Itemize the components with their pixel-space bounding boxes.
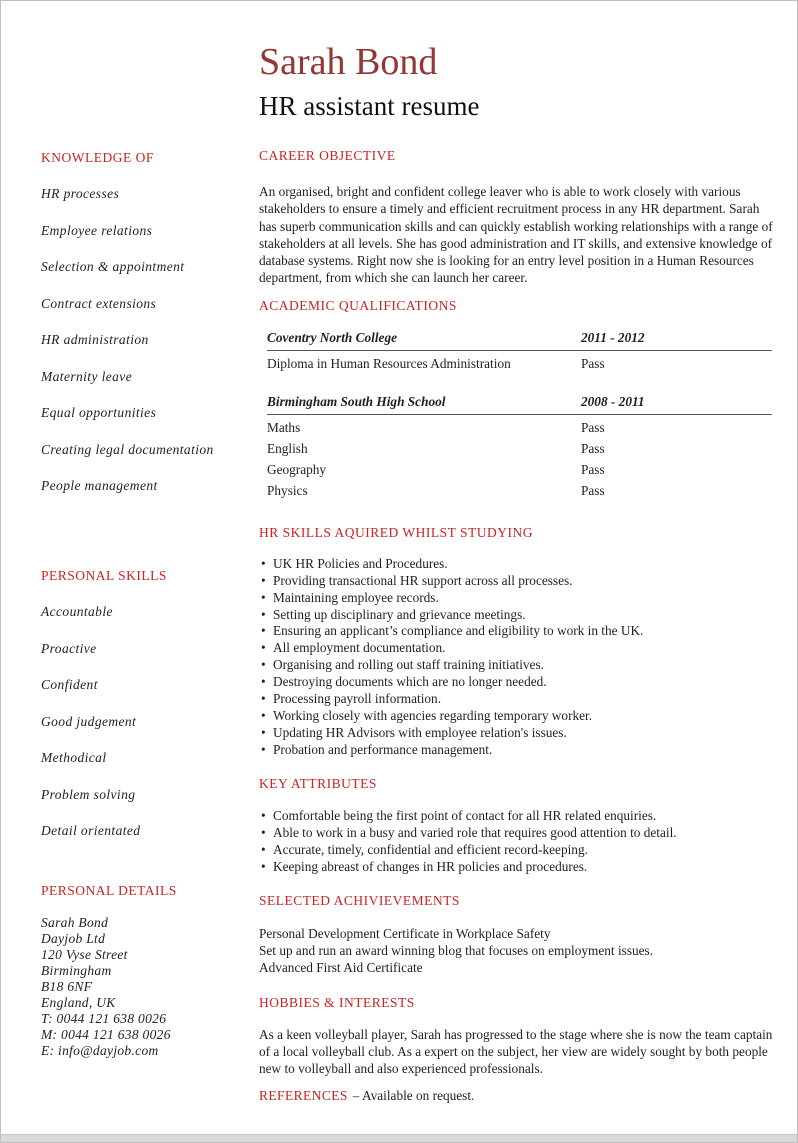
list-item: • Destroying documents which are no longer needed. (261, 674, 775, 691)
list-item: • Keeping abreast of changes in HR policies and procedures. (261, 858, 775, 875)
role-subtitle: HR assistant resume (259, 90, 480, 121)
knowledge-item: Employee relations (41, 222, 153, 238)
detail-line-company: Dayjob Ltd (41, 931, 106, 946)
detail-line-email: E: info@dayjob.com (41, 1043, 159, 1058)
skill-item: Accountable (41, 604, 113, 619)
achievement-line: Set up and run an award winning blog that focuses on employment issues. (259, 943, 654, 959)
detail-line-country: England, UK (41, 995, 116, 1010)
grade-cell: Pass (581, 482, 605, 498)
name-title: Sarah Bond (259, 41, 438, 83)
subject-cell: Maths (267, 419, 301, 435)
achievements-lines (259, 925, 775, 977)
skill-item: Good judgement (41, 713, 137, 729)
key-attributes-heading: KEY ATTRIBUTES (259, 775, 377, 791)
achievement-line: Advanced First Aid Certificate (259, 960, 423, 976)
school-dates: 2008 - 2011 (581, 393, 645, 409)
subject-cell: Physics (267, 482, 308, 498)
main-column (259, 147, 775, 1104)
key-attributes-list (261, 807, 775, 875)
knowledge-item: Equal opportunities (41, 405, 157, 420)
personal-details-heading: PERSONAL DETAILS (41, 883, 177, 898)
table-row (267, 436, 772, 457)
personal-skills-section (41, 567, 247, 839)
academic-qualifications-heading: ACADEMIC QUALIFICATIONS (259, 297, 457, 313)
list-item: • Updating HR Advisors with employee relation's issues. (261, 725, 775, 742)
grade-cell: Pass (581, 440, 605, 456)
detail-line-postcode: B18 6NF (41, 979, 93, 994)
footer-bar (1, 1134, 797, 1142)
school-name: Coventry North College (267, 329, 398, 345)
list-item: • UK HR Policies and Procedures. (261, 556, 775, 573)
skill-item: Confident (41, 677, 98, 692)
grade-cell: Pass (581, 419, 605, 435)
detail-line-city: Birmingham (41, 963, 112, 978)
list-item: • Probation and performance management. (261, 742, 775, 759)
list-item: • Comfortable being the first point of contact for all HR related enquiries. (261, 807, 775, 824)
detail-line-mobile: M: 0044 121 638 0026 (41, 1027, 171, 1042)
achievement-line: Personal Development Certificate in Workplace Safety (259, 926, 551, 942)
skill-item: Proactive (41, 640, 97, 656)
grade-cell: Pass (581, 355, 605, 371)
table-header-row (267, 329, 772, 351)
career-objective-text: An organised, bright and confident college leaver who is able to work closely with various stakeholders to ensure a timely and efficient recruitment process in any HR department. Sarah has superb communication skills and can quickly establish working relationships with a range of stakeholders at all levels. She has good administration and IT skills, and extensive knowledge of database systems. Right now she is looking for an entry level position in a Human Resources department, from which she can launch her career. (259, 184, 773, 286)
knowledge-heading: KNOWLEDGE OF (41, 150, 154, 165)
school-name: Birmingham South High School (267, 393, 446, 409)
list-item: • Maintaining employee records. (261, 590, 775, 607)
table-row (267, 457, 772, 478)
list-item: • Ensuring an applicant’s compliance and eligibility to work in the UK. (261, 623, 775, 640)
table-row (267, 415, 772, 436)
hobbies-heading: HOBBIES & INTERESTS (259, 994, 415, 1010)
skill-item: Methodical (41, 750, 107, 765)
list-item: • Processing payroll information. (261, 691, 775, 708)
knowledge-item: Creating legal documentation (41, 441, 214, 457)
knowledge-item: Maternity leave (41, 368, 133, 384)
sidebar (41, 149, 247, 1059)
list-item: • Accurate, timely, confidential and efficient record-keeping. (261, 841, 775, 858)
knowledge-item: HR administration (41, 332, 149, 347)
subject-cell: Geography (267, 461, 327, 477)
personal-skills-heading: PERSONAL SKILLS (41, 568, 167, 583)
references-text: – Available on request. (352, 1087, 475, 1103)
knowledge-item: Selection & appointment (41, 259, 185, 274)
personal-details-section (41, 882, 247, 1059)
list-item: • Able to work in a busy and varied role that requires good attention to detail. (261, 824, 775, 841)
qualification-table-school (267, 393, 772, 499)
knowledge-item: Contract extensions (41, 295, 157, 311)
table-row (267, 478, 772, 499)
subject-cell: English (267, 440, 308, 456)
table-header-row (267, 393, 772, 415)
school-dates: 2011 - 2012 (581, 329, 645, 345)
subject-cell: Diploma in Human Resources Administration (267, 355, 511, 371)
qualification-table-college (267, 329, 772, 372)
list-item: • Organising and rolling out staff training initiatives. (261, 657, 775, 674)
hobbies-text: As a keen volleyball player, Sarah has progressed to the stage where she is now the team captain of a local volleyball club. As a expert on the subject, her view are widely sought by both people new to volleyball and also experienced professionals. (259, 1026, 773, 1077)
list-item: • Setting up disciplinary and grievance meetings. (261, 607, 775, 624)
references-heading: REFERENCES (259, 1087, 348, 1103)
list-item: • Working closely with agencies regarding temporary worker. (261, 708, 775, 725)
detail-line-street: 120 Vyse Street (41, 947, 128, 962)
skill-item: Detail orientated (41, 823, 141, 838)
knowledge-item: People management (41, 478, 158, 493)
list-item: • Providing transactional HR support across all processes. (261, 573, 775, 590)
table-row (267, 351, 772, 372)
knowledge-section (41, 149, 247, 494)
achievements-heading: SELECTED ACHIVIEVEMENTS (259, 893, 460, 909)
list-item: • All employment documentation. (261, 640, 775, 657)
detail-line-name: Sarah Bond (41, 915, 109, 930)
detail-line-telephone: T: 0044 121 638 0026 (41, 1011, 167, 1026)
career-objective-heading: CAREER OBJECTIVE (259, 148, 396, 163)
knowledge-item: HR processes (41, 186, 120, 201)
hr-skills-list (261, 556, 775, 759)
references-line (259, 1087, 775, 1104)
hr-skills-heading: HR SKILLS AQUIRED WHILST STUDYING (259, 524, 534, 540)
page-header (259, 41, 479, 122)
grade-cell: Pass (581, 461, 605, 477)
skill-item: Problem solving (41, 786, 136, 802)
